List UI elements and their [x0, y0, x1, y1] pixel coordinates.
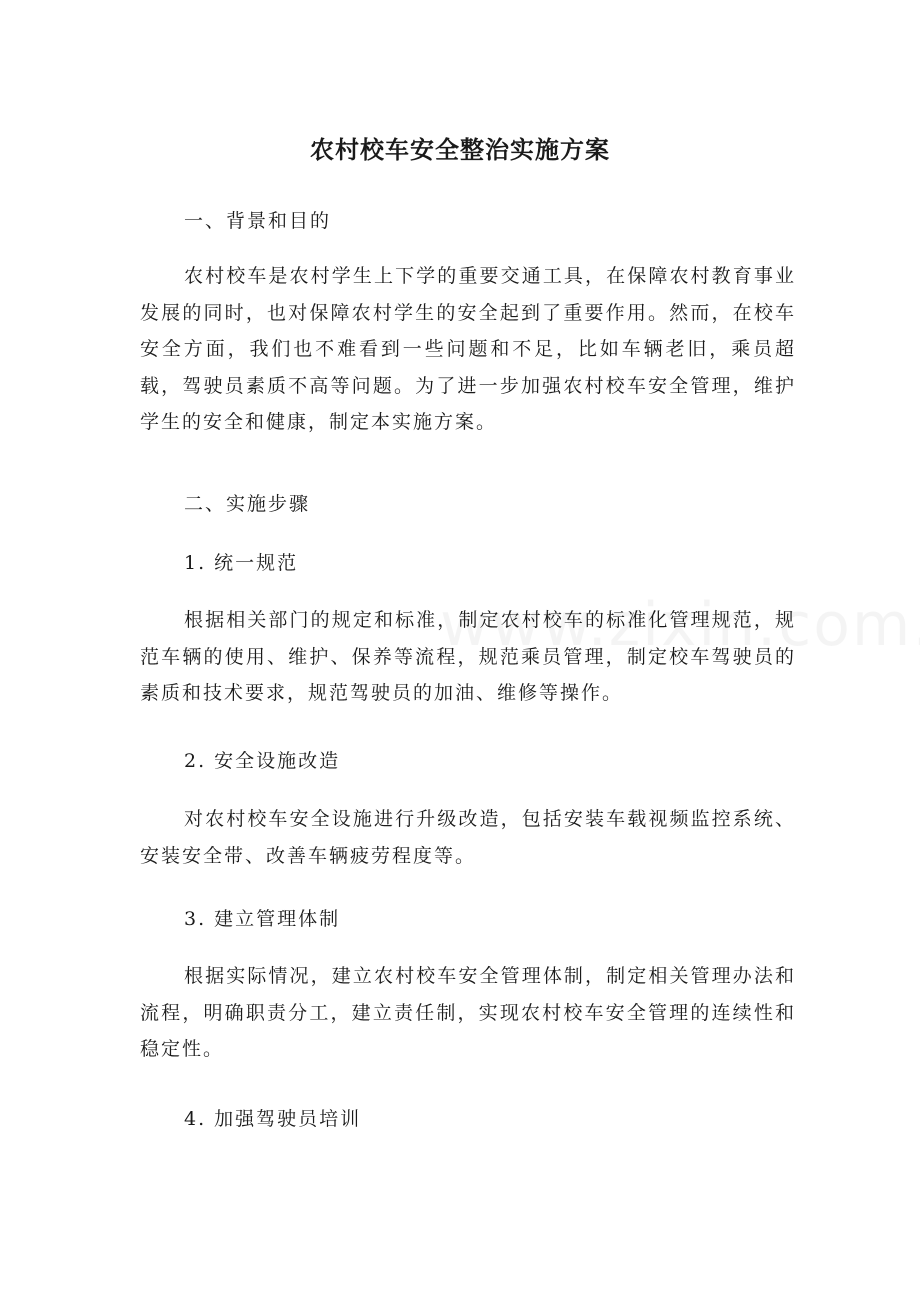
section-heading-background: 一、背景和目的	[184, 210, 332, 232]
paragraph-step-3: 根据实际情况，建立农村校车安全管理体制，制定相关管理办法和流程，明确职责分工，建立责任制，实现农村校车安全管理的连续性和稳定性。	[140, 965, 796, 1060]
step-heading-3: 3. 建立管理体制	[184, 908, 341, 930]
paragraph-step-1: 根据相关部门的规定和标准，制定农村校车的标准化管理规范，规范车辆的使用、维护、保养等流程，规范乘员管理，制定校车驾驶员的素质和技术要求，规范驾驶员的加油、维修等操作。	[140, 609, 796, 704]
step-heading-2: 2. 安全设施改造	[184, 750, 341, 772]
step-heading-1: 1. 统一规范	[184, 552, 299, 574]
paragraph-step-2: 对农村校车安全设施进行升级改造，包括安装车载视频监控系统、安装安全带、改善车辆疲劳程度等。	[140, 808, 796, 867]
document-title: 农村校车安全整治实施方案	[310, 136, 610, 164]
paragraph-background: 农村校车是农村学生上下学的重要交通工具，在保障农村教育事业发展的同时，也对保障农村学生的安全起到了重要作用。然而，在校车安全方面，我们也不难看到一些问题和不足，比如车辆老旧，乘员超载，驾驶员素质不高等问题。为了进一步加强农村校车安全管理，维护学生的安全和健康，制定本实施方案。	[140, 265, 796, 433]
section-heading-steps: 二、实施步骤	[184, 493, 311, 515]
step-heading-4: 4. 加强驾驶员培训	[184, 1108, 362, 1130]
